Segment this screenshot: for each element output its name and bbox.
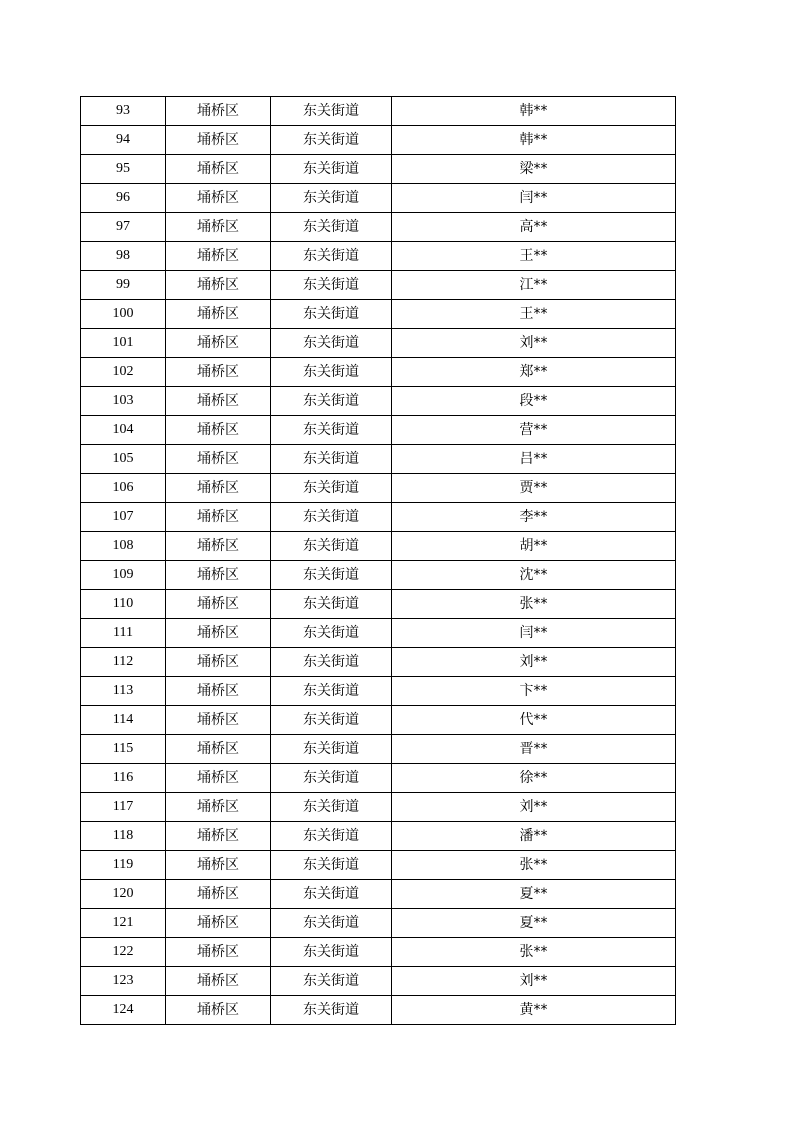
table-cell-name: 张** xyxy=(392,590,676,619)
table-cell-street: 东关街道 xyxy=(271,242,392,271)
table-cell-index: 113 xyxy=(81,677,166,706)
table-cell-district: 埇桥区 xyxy=(166,271,271,300)
table-cell-name: 韩** xyxy=(392,97,676,126)
roster-table-body xyxy=(81,97,676,1025)
table-row xyxy=(81,619,676,648)
table-row xyxy=(81,909,676,938)
table-cell-street: 东关街道 xyxy=(271,793,392,822)
table-row xyxy=(81,271,676,300)
table-cell-district: 埇桥区 xyxy=(166,706,271,735)
table-cell-index: 101 xyxy=(81,329,166,358)
table-cell-district: 埇桥区 xyxy=(166,735,271,764)
table-cell-name: 张** xyxy=(392,938,676,967)
table-cell-street: 东关街道 xyxy=(271,648,392,677)
table-cell-district: 埇桥区 xyxy=(166,416,271,445)
table-cell-street: 东关街道 xyxy=(271,938,392,967)
table-row xyxy=(81,677,676,706)
table-row xyxy=(81,126,676,155)
table-cell-name: 刘** xyxy=(392,793,676,822)
table-row xyxy=(81,880,676,909)
table-cell-index: 117 xyxy=(81,793,166,822)
table-cell-index: 97 xyxy=(81,213,166,242)
table-cell-district: 埇桥区 xyxy=(166,764,271,793)
table-cell-district: 埇桥区 xyxy=(166,300,271,329)
table-cell-district: 埇桥区 xyxy=(166,445,271,474)
table-cell-index: 124 xyxy=(81,996,166,1025)
table-cell-street: 东关街道 xyxy=(271,851,392,880)
table-cell-name: 段** xyxy=(392,387,676,416)
table-cell-name: 夏** xyxy=(392,880,676,909)
table-cell-index: 96 xyxy=(81,184,166,213)
table-cell-name: 王** xyxy=(392,242,676,271)
table-cell-index: 114 xyxy=(81,706,166,735)
table-cell-index: 123 xyxy=(81,967,166,996)
table-cell-street: 东关街道 xyxy=(271,416,392,445)
table-cell-district: 埇桥区 xyxy=(166,184,271,213)
roster-table xyxy=(80,96,676,1025)
table-cell-name: 韩** xyxy=(392,126,676,155)
table-cell-street: 东关街道 xyxy=(271,445,392,474)
table-cell-index: 110 xyxy=(81,590,166,619)
table-cell-name: 梁** xyxy=(392,155,676,184)
table-cell-index: 107 xyxy=(81,503,166,532)
table-cell-district: 埇桥区 xyxy=(166,358,271,387)
table-cell-street: 东关街道 xyxy=(271,358,392,387)
table-row xyxy=(81,822,676,851)
table-cell-index: 116 xyxy=(81,764,166,793)
table-cell-index: 112 xyxy=(81,648,166,677)
table-cell-street: 东关街道 xyxy=(271,590,392,619)
table-cell-street: 东关街道 xyxy=(271,474,392,503)
table-cell-street: 东关街道 xyxy=(271,677,392,706)
table-cell-district: 埇桥区 xyxy=(166,474,271,503)
table-cell-name: 闫** xyxy=(392,619,676,648)
table-cell-street: 东关街道 xyxy=(271,764,392,793)
table-cell-index: 109 xyxy=(81,561,166,590)
table-cell-district: 埇桥区 xyxy=(166,561,271,590)
table-row xyxy=(81,329,676,358)
table-row xyxy=(81,387,676,416)
table-cell-district: 埇桥区 xyxy=(166,619,271,648)
table-cell-index: 122 xyxy=(81,938,166,967)
table-cell-district: 埇桥区 xyxy=(166,242,271,271)
table-cell-street: 东关街道 xyxy=(271,561,392,590)
table-cell-district: 埇桥区 xyxy=(166,329,271,358)
table-row xyxy=(81,561,676,590)
table-cell-street: 东关街道 xyxy=(271,126,392,155)
table-row xyxy=(81,996,676,1025)
table-row xyxy=(81,213,676,242)
table-cell-name: 李** xyxy=(392,503,676,532)
table-cell-street: 东关街道 xyxy=(271,967,392,996)
table-row xyxy=(81,184,676,213)
table-row xyxy=(81,967,676,996)
table-cell-street: 东关街道 xyxy=(271,97,392,126)
table-cell-street: 东关街道 xyxy=(271,909,392,938)
table-row xyxy=(81,445,676,474)
table-cell-index: 115 xyxy=(81,735,166,764)
table-cell-district: 埇桥区 xyxy=(166,967,271,996)
table-cell-district: 埇桥区 xyxy=(166,590,271,619)
table-cell-street: 东关街道 xyxy=(271,532,392,561)
table-cell-name: 营** xyxy=(392,416,676,445)
table-row xyxy=(81,590,676,619)
table-row xyxy=(81,503,676,532)
table-cell-street: 东关街道 xyxy=(271,880,392,909)
table-cell-district: 埇桥区 xyxy=(166,532,271,561)
table-cell-district: 埇桥区 xyxy=(166,648,271,677)
table-cell-name: 黄** xyxy=(392,996,676,1025)
table-row xyxy=(81,358,676,387)
table-cell-district: 埇桥区 xyxy=(166,909,271,938)
table-cell-index: 100 xyxy=(81,300,166,329)
table-cell-district: 埇桥区 xyxy=(166,793,271,822)
table-cell-index: 121 xyxy=(81,909,166,938)
table-cell-district: 埇桥区 xyxy=(166,155,271,184)
table-cell-name: 王** xyxy=(392,300,676,329)
table-cell-index: 99 xyxy=(81,271,166,300)
table-cell-index: 94 xyxy=(81,126,166,155)
roster-table-container xyxy=(80,96,673,1025)
table-cell-name: 潘** xyxy=(392,822,676,851)
table-cell-name: 晋** xyxy=(392,735,676,764)
table-cell-name: 高** xyxy=(392,213,676,242)
table-row xyxy=(81,242,676,271)
table-cell-name: 沈** xyxy=(392,561,676,590)
table-row xyxy=(81,416,676,445)
table-cell-street: 东关街道 xyxy=(271,184,392,213)
table-cell-index: 104 xyxy=(81,416,166,445)
table-cell-district: 埇桥区 xyxy=(166,126,271,155)
table-cell-street: 东关街道 xyxy=(271,155,392,184)
table-row xyxy=(81,474,676,503)
table-cell-name: 张** xyxy=(392,851,676,880)
table-cell-index: 105 xyxy=(81,445,166,474)
table-cell-street: 东关街道 xyxy=(271,503,392,532)
table-cell-district: 埇桥区 xyxy=(166,213,271,242)
table-cell-street: 东关街道 xyxy=(271,706,392,735)
table-row xyxy=(81,155,676,184)
table-row xyxy=(81,648,676,677)
table-cell-street: 东关街道 xyxy=(271,735,392,764)
table-cell-name: 郑** xyxy=(392,358,676,387)
table-cell-name: 代** xyxy=(392,706,676,735)
table-cell-name: 刘** xyxy=(392,329,676,358)
table-cell-index: 102 xyxy=(81,358,166,387)
table-cell-district: 埇桥区 xyxy=(166,97,271,126)
table-cell-name: 卞** xyxy=(392,677,676,706)
table-cell-index: 108 xyxy=(81,532,166,561)
table-cell-name: 江** xyxy=(392,271,676,300)
table-cell-district: 埇桥区 xyxy=(166,387,271,416)
table-cell-name: 贾** xyxy=(392,474,676,503)
table-cell-street: 东关街道 xyxy=(271,387,392,416)
table-cell-street: 东关街道 xyxy=(271,822,392,851)
table-cell-district: 埇桥区 xyxy=(166,851,271,880)
table-row xyxy=(81,793,676,822)
table-cell-index: 106 xyxy=(81,474,166,503)
table-row xyxy=(81,532,676,561)
table-cell-district: 埇桥区 xyxy=(166,996,271,1025)
table-cell-index: 120 xyxy=(81,880,166,909)
table-cell-street: 东关街道 xyxy=(271,271,392,300)
table-cell-index: 103 xyxy=(81,387,166,416)
table-cell-district: 埇桥区 xyxy=(166,822,271,851)
table-cell-street: 东关街道 xyxy=(271,996,392,1025)
table-cell-name: 闫** xyxy=(392,184,676,213)
table-cell-district: 埇桥区 xyxy=(166,677,271,706)
table-cell-street: 东关街道 xyxy=(271,329,392,358)
table-row xyxy=(81,735,676,764)
table-cell-index: 95 xyxy=(81,155,166,184)
table-cell-index: 118 xyxy=(81,822,166,851)
table-cell-index: 93 xyxy=(81,97,166,126)
table-cell-name: 夏** xyxy=(392,909,676,938)
table-cell-index: 111 xyxy=(81,619,166,648)
table-cell-name: 胡** xyxy=(392,532,676,561)
table-cell-street: 东关街道 xyxy=(271,213,392,242)
table-row xyxy=(81,851,676,880)
table-cell-name: 徐** xyxy=(392,764,676,793)
table-cell-index: 98 xyxy=(81,242,166,271)
table-cell-name: 刘** xyxy=(392,967,676,996)
table-cell-street: 东关街道 xyxy=(271,619,392,648)
table-cell-name: 刘** xyxy=(392,648,676,677)
table-row xyxy=(81,938,676,967)
table-cell-name: 吕** xyxy=(392,445,676,474)
table-row xyxy=(81,706,676,735)
table-row xyxy=(81,97,676,126)
table-row xyxy=(81,300,676,329)
table-cell-district: 埇桥区 xyxy=(166,503,271,532)
table-cell-district: 埇桥区 xyxy=(166,880,271,909)
table-cell-index: 119 xyxy=(81,851,166,880)
table-row xyxy=(81,764,676,793)
table-cell-district: 埇桥区 xyxy=(166,938,271,967)
table-cell-street: 东关街道 xyxy=(271,300,392,329)
